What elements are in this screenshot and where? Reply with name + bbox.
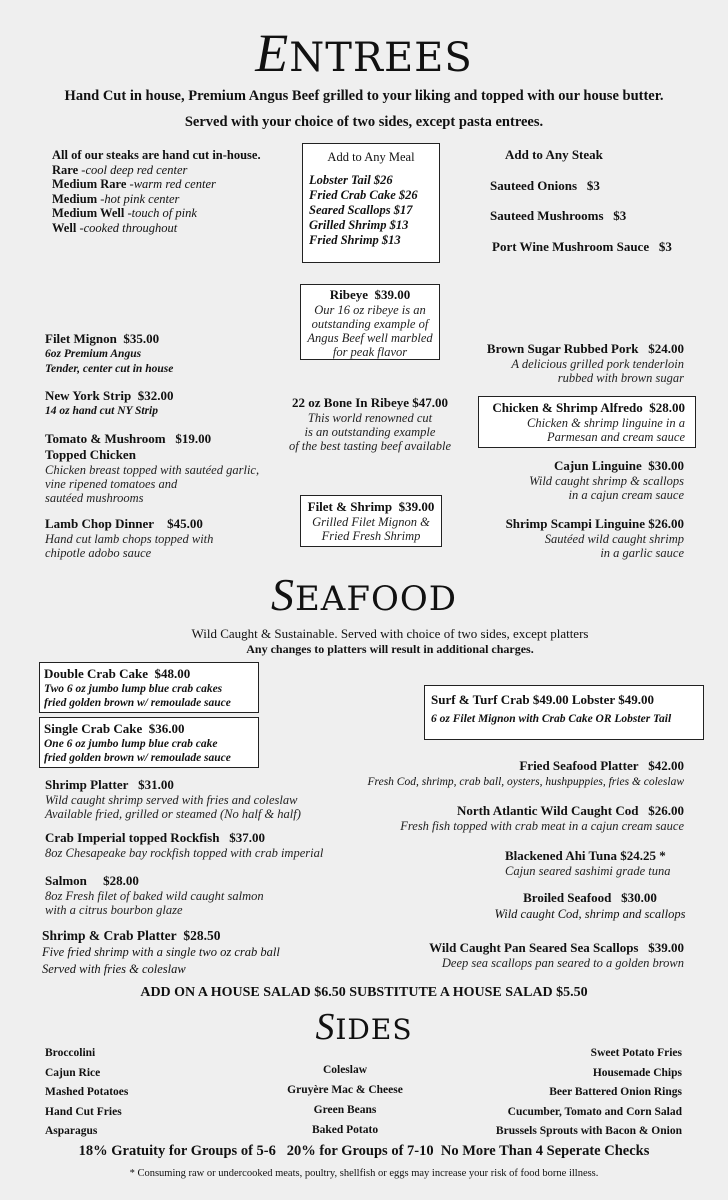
sides-title-cap: S [315,1006,336,1048]
side-item: Baked Potato [311,1124,379,1136]
house-salad-note: ADD ON A HOUSE SALAD $6.50 SUBSTITUTE A HOUSE SALAD $5.50 [140,985,588,1000]
addon-fried-crab-cake: Fried Crab Cake $26 [309,188,418,202]
seafood-shrimp-crab-platter: Shrimp & Crab Platter $28.50 Five fried shrimp with a single two oz crab ball Served with fries & coleslaw [42,928,280,976]
seafood-shrimp-platter: Shrimp Platter $31.00 Wild caught shrimp served with fries and coleslaw Available fried, grilled or steamed (No half & half) [45,777,301,821]
side-item: Housemade Chips [592,1066,682,1079]
entree-topped-chicken: Tomato & Mushroom $19.00 Topped Chicken Chicken breast topped with sautéed garlic, vine ripened tomatoes and sautéed mushrooms [45,431,260,505]
entree-brown-sugar-pork: Brown Sugar Rubbed Pork $24.00 A delicious grilled pork tenderloin rubbed with brown sugar [486,341,684,385]
seafood-rockfish: Crab Imperial topped Rockfish $37.00 8oz Chesapeake bay rockfish topped with crab imperial [45,830,324,860]
doneness-guide [52,148,302,235]
seafood-salmon: Salmon $28.00 8oz Fresh filet of baked wild caught salmon with a citrus bourbon glaze [45,873,264,917]
addon-lobster-tail: Lobster Tail $26 [309,173,393,187]
seafood-ahi-tuna: Blackened Ahi Tuna $24.25 * Cajun seared sashimi grade tuna [505,848,671,878]
side-item: Beer Battered Onion Rings [549,1086,682,1098]
filet-shrimp-box: Filet & Shrimp $39.00 Grilled Filet Mignon & Fried Fresh Shrimp [300,495,442,547]
seafood-broiled: Broiled Seafood $30.00 Wild caught Cod, shrimp and scallops [494,890,686,921]
ribeye-name: Ribeye $39.00 [329,287,411,302]
add-to-meal-heading: Add to Any Meal [327,150,415,164]
side-item: Mashed Potatoes [45,1086,129,1098]
food-safety-disclaimer: * Consuming raw or undercooked meats, poultry, shellfish or eggs may increase your risk of food borne illness. [129,1168,599,1179]
entrees-intro-2: Served with your choice of two sides, except pasta entrees. [184,114,544,130]
side-item: Broccolini [45,1047,96,1059]
entrees-title-cap: E [255,23,290,83]
sides-center-list [260,1060,430,1140]
entree-bone-in-ribeye: 22 oz Bone In Ribeye $47.00 This world renowned cut is an outstanding example of the best tasting beef available [288,395,452,453]
seafood-title-cap: S [271,569,295,620]
seafood-intro-1: Wild Caught & Sustainable. Served with choice of two sides, except platters [191,626,589,641]
add-to-steak-heading: Add to Any Steak [505,147,603,162]
side-item: Hand Cut Fries [45,1105,122,1118]
seafood-title-rest: EAFOOD [294,579,457,619]
side-item: Sweet Potato Fries [590,1047,682,1059]
side-item: Green Beans [313,1104,377,1116]
doneness-medium: Medium -hot pink center [52,191,180,206]
sides-right-list [440,1044,682,1142]
doneness-rare: Rare -cool deep red center [52,162,188,177]
side-item: Asparagus [45,1125,98,1137]
entree-filet-mignon: Filet Mignon $35.00 6oz Premium Angus Tender, center cut in house [45,331,174,375]
entree-cajun-linguine: Cajun Linguine $30.00 Wild caught shrimp & scallops in a cajun cream sauce [529,458,684,502]
sides-left-list [45,1044,128,1142]
seafood-intro-2: Any changes to platters will result in additional charges. [246,642,534,656]
side-item: Cucumber, Tomato and Corn Salad [507,1105,682,1118]
sides-title-rest: IDES [335,1013,413,1046]
single-crab-cake-box: Single Crab Cake $36.00 One 6 oz jumbo lump blue crab cake fried golden brown w/ remoulade sauce [39,717,259,768]
entrees-intro-1: Hand Cut in house, Premium Angus Beef grilled to your liking and topped with our house butter. [64,88,664,104]
addon-grilled-shrimp: Grilled Shrimp $13 [309,218,409,232]
double-crab-cake-box: Double Crab Cake $48.00 Two 6 oz jumbo lump blue crab cakes fried golden brown w/ remoulade sauce [39,662,259,713]
gratuity-note: 18% Gratuity for Groups of 5-6 20% for Groups of 7-10 No More Than 4 Seperate Checks [78,1143,650,1159]
doneness-well: Well -cooked throughout [52,220,178,235]
ribeye-box [300,284,440,360]
addon-seared-scallops: Seared Scallops $17 [309,203,413,217]
seafood-sea-scallops: Wild Caught Pan Seared Sea Scallops $39.00 Deep sea scallops pan seared to a golden brown [429,940,684,970]
side-item: Gruyère Mac & Cheese [287,1084,403,1096]
seafood-fried-platter: Fried Seafood Platter $42.00 Fresh Cod, shrimp, crab ball, oysters, hushpuppies, fries & coleslaw [367,758,684,788]
doneness-heading: All of our steaks are hand cut in-house. [52,148,261,162]
entree-ny-strip: New York Strip $32.00 14 oz hand cut NY Strip [45,388,174,417]
add-to-meal-box [302,143,440,263]
steak-addon-mushrooms: Sauteed Mushrooms $3 [490,208,627,223]
entree-lamb-chop: Lamb Chop Dinner $45.00 Hand cut lamb chops topped with chipotle adobo sauce [45,516,214,560]
ribeye-desc: Our 16 oz ribeye is an outstanding example of Angus Beef well marbled for peak flavor [307,303,433,359]
entree-shrimp-scampi: Shrimp Scampi Linguine $26.00 Sautéed wild caught shrimp in a garlic sauce [505,516,684,560]
steak-addon-onions: Sauteed Onions $3 [490,178,600,193]
sides-title [0,1005,728,1049]
side-item: Coleslaw [322,1064,368,1076]
surf-turf-box: Surf & Turf Crab $49.00 Lobster $49.00 6 oz Filet Mignon with Crab Cake OR Lobster Tail [424,685,704,740]
seafood-title [0,568,728,621]
steak-addon-port-wine: Port Wine Mushroom Sauce $3 [492,239,672,254]
entrees-title [0,22,728,84]
side-item: Brussels Sprouts with Bacon & Onion [495,1125,682,1137]
seafood-cod: North Atlantic Wild Caught Cod $26.00 Fresh fish topped with crab meat in a cajun cream sauce [400,803,684,833]
doneness-medium-rare: Medium Rare -warm red center [52,177,216,191]
doneness-medium-well: Medium Well -touch of pink [52,206,197,220]
addon-fried-shrimp: Fried Shrimp $13 [309,233,401,247]
alfredo-box: Chicken & Shrimp Alfredo $28.00 Chicken & shrimp linguine in a Parmesan and cream sauce [478,396,696,448]
side-item: Cajun Rice [45,1066,101,1079]
entrees-title-rest: NTREES [289,35,473,81]
